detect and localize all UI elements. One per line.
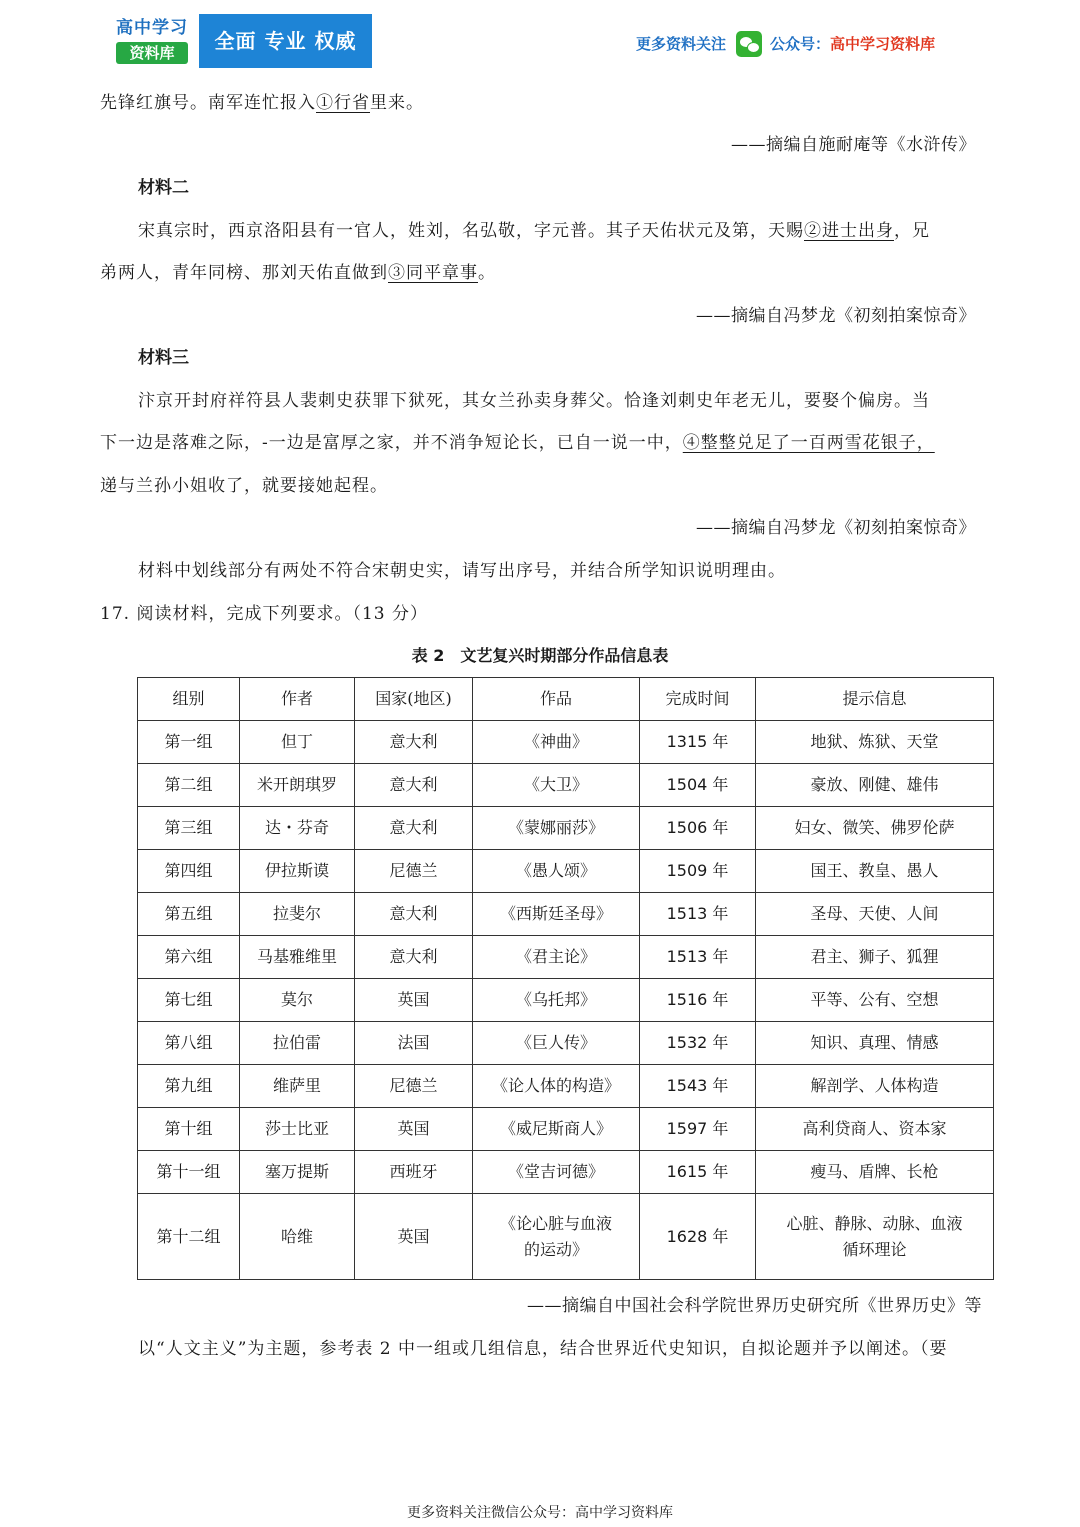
table-cell: 英国	[355, 1194, 473, 1280]
column-header: 国家(地区)	[355, 678, 473, 721]
table-cell: 妇女、微笑、佛罗伦萨	[756, 807, 994, 850]
table-cell: 米开朗琪罗	[240, 764, 355, 807]
column-header: 组别	[138, 678, 240, 721]
header-promo	[636, 30, 935, 58]
table-cell: 1315 年	[640, 721, 756, 764]
logo-top-text: 高中学习	[116, 18, 188, 38]
table-cell: 1504 年	[640, 764, 756, 807]
table-cell: 国王、教皇、愚人	[756, 850, 994, 893]
text-segment: 先锋红旗号。南军连忙报入	[100, 93, 316, 113]
table-cell: 《堂吉诃德》	[473, 1151, 640, 1194]
table-row	[138, 850, 994, 893]
material3-heading: 材料三	[138, 348, 189, 368]
table-cell: 《君主论》	[473, 936, 640, 979]
table-cell: 第十一组	[138, 1151, 240, 1194]
table-cell: 豪放、刚健、雄伟	[756, 764, 994, 807]
table-cell: 高利贷商人、资本家	[756, 1108, 994, 1151]
table-cell: 第三组	[138, 807, 240, 850]
text-segment: 下一边是落难之际，-一边是富厚之家，并不消争短论长，已自一说一中，	[100, 433, 683, 453]
table-cell: 《论人体的构造》	[473, 1065, 640, 1108]
work-title-line: 《论心脏与血液	[499, 1213, 612, 1233]
table-cell: 解剖学、人体构造	[756, 1065, 994, 1108]
column-header: 提示信息	[756, 678, 994, 721]
table-cell: 《神曲》	[473, 721, 640, 764]
table-cell: 1597 年	[640, 1108, 756, 1151]
table-source: ——摘编自中国社会科学院世界历史研究所《世界历史》等	[527, 1296, 982, 1316]
material2-heading: 材料二	[138, 178, 189, 198]
text-segment: 弟两人，青年同榜、那刘天佑直做到	[100, 263, 388, 283]
table-cell: 达・芬奇	[240, 807, 355, 850]
material3-source: ——摘编自冯梦龙《初刻拍案惊奇》	[696, 518, 976, 538]
table-title: 表 2 文艺复兴时期部分作品信息表	[411, 646, 669, 665]
underlined-phrase-3: ③同平章事	[388, 263, 478, 283]
table-cell: 第六组	[138, 936, 240, 979]
logo-bottom-text: 资料库	[116, 42, 188, 64]
material2-source: ——摘编自冯梦龙《初刻拍案惊奇》	[696, 306, 976, 326]
column-header: 作品	[473, 678, 640, 721]
table-cell: 1509 年	[640, 850, 756, 893]
table-cell: 塞万提斯	[240, 1151, 355, 1194]
material2-line2	[100, 259, 496, 287]
table-cell: 1543 年	[640, 1065, 756, 1108]
table-cell: 《西斯廷圣母》	[473, 893, 640, 936]
table-cell: 法国	[355, 1022, 473, 1065]
column-header: 作者	[240, 678, 355, 721]
table-cell: 《巨人传》	[473, 1022, 640, 1065]
text-segment: 。	[478, 263, 496, 283]
table-row	[138, 1194, 994, 1280]
table-cell: 1628 年	[640, 1194, 756, 1280]
table-row	[138, 1065, 994, 1108]
material1-line1	[100, 89, 424, 117]
table-cell: 意大利	[355, 764, 473, 807]
table-cell: 《大卫》	[473, 764, 640, 807]
table-cell: 莫尔	[240, 979, 355, 1022]
table-cell: 平等、公有、空想	[756, 979, 994, 1022]
table-cell	[756, 1194, 994, 1280]
table-cell: 英国	[355, 1108, 473, 1151]
text-segment: 里来。	[370, 93, 424, 113]
table-row	[138, 1108, 994, 1151]
table-cell: 西班牙	[355, 1151, 473, 1194]
table-cell: 《蒙娜丽莎》	[473, 807, 640, 850]
text-segment: ，兄	[894, 221, 930, 241]
table-cell: 意大利	[355, 807, 473, 850]
table-cell: 维萨里	[240, 1065, 355, 1108]
table-cell: 第七组	[138, 979, 240, 1022]
table-cell: 拉斐尔	[240, 893, 355, 936]
table-cell: 莎士比亚	[240, 1108, 355, 1151]
table-cell	[473, 1194, 640, 1280]
hint-line: 循环理论	[842, 1239, 907, 1259]
underlined-phrase-1: ①行省	[316, 93, 370, 113]
table-cell: 《愚人颂》	[473, 850, 640, 893]
underlined-phrase-2: ②进士出身	[804, 221, 894, 241]
question17-stem: 17. 阅读材料，完成下列要求。（13 分）	[100, 604, 428, 624]
table-cell: 第十组	[138, 1108, 240, 1151]
material1-source: ——摘编自施耐庵等《水浒传》	[731, 135, 976, 155]
table-cell: 但丁	[240, 721, 355, 764]
table-cell: 1513 年	[640, 936, 756, 979]
table-cell: 哈维	[240, 1194, 355, 1280]
table-cell: 瘦马、盾牌、长枪	[756, 1151, 994, 1194]
table-cell: 马基雅维里	[240, 936, 355, 979]
underlined-phrase-4: ④整整兑足了一百两雪花银子，	[682, 433, 935, 453]
table-cell: 圣母、天使、人间	[756, 893, 994, 936]
table-cell: 君主、狮子、狐狸	[756, 936, 994, 979]
material3-line1: 汴京开封府祥符县人裴刺史获罪下狱死，其女兰孙卖身葬父。恰逢刘刺史年老无儿，要娶个偏房。当	[138, 391, 930, 411]
table-cell: 第一组	[138, 721, 240, 764]
table-cell: 第八组	[138, 1022, 240, 1065]
table-cell: 第四组	[138, 850, 240, 893]
table-cell: 意大利	[355, 936, 473, 979]
material2-line1	[138, 217, 930, 245]
table-cell: 1532 年	[640, 1022, 756, 1065]
table-cell: 意大利	[355, 721, 473, 764]
material3-line2	[100, 429, 935, 457]
table-row	[138, 1151, 994, 1194]
table-row	[138, 1022, 994, 1065]
table-row	[138, 721, 994, 764]
table-row	[138, 807, 994, 850]
table-cell: 尼德兰	[355, 850, 473, 893]
table-row	[138, 764, 994, 807]
table-cell: 1516 年	[640, 979, 756, 1022]
table-cell: 1615 年	[640, 1151, 756, 1194]
table-cell: 知识、真理、情感	[756, 1022, 994, 1065]
gzh-name: 高中学习资料库	[830, 35, 936, 53]
slogan-banner: 全面 专业 权威	[199, 14, 372, 68]
table-cell: 1513 年	[640, 893, 756, 936]
table-cell: 第五组	[138, 893, 240, 936]
table-row	[138, 979, 994, 1022]
page-header	[0, 0, 1080, 72]
table-cell: 意大利	[355, 893, 473, 936]
table-cell: 第二组	[138, 764, 240, 807]
table-cell: 伊拉斯谟	[240, 850, 355, 893]
question17-prompt: 以“人文主义”为主题，参考表 2 中一组或几组信息，结合世界近代史知识，自拟论题并予以阐述。（要	[138, 1339, 948, 1359]
table-cell: 《乌托邦》	[473, 979, 640, 1022]
wechat-icon	[736, 31, 762, 57]
table-cell: 第九组	[138, 1065, 240, 1108]
table-row	[138, 893, 994, 936]
table-cell: 1506 年	[640, 807, 756, 850]
question16-prompt: 材料中划线部分有两处不符合宋朝史实，请写出序号，并结合所学知识说明理由。	[138, 561, 786, 581]
text-segment: 宋真宗时，西京洛阳县有一官人，姓刘，名弘敬，字元普。其子天佑状元及第，天赐	[138, 221, 804, 241]
table-cell: 拉伯雷	[240, 1022, 355, 1065]
work-title-line: 的运动》	[523, 1239, 588, 1259]
site-logo	[110, 16, 194, 66]
table-cell: 地狱、炼狱、天堂	[756, 721, 994, 764]
table-row	[138, 936, 994, 979]
works-info-table	[137, 677, 994, 1280]
table-cell: 英国	[355, 979, 473, 1022]
more-resources-text: 更多资料关注	[636, 35, 727, 53]
hint-line: 心脏、静脉、动脉、血液	[786, 1213, 963, 1233]
column-header: 完成时间	[640, 678, 756, 721]
table-cell: 《威尼斯商人》	[473, 1108, 640, 1151]
gzh-label: 公众号：	[770, 35, 831, 53]
table-cell: 尼德兰	[355, 1065, 473, 1108]
page-footer: 更多资料关注微信公众号：高中学习资料库	[407, 1505, 673, 1521]
table-header-row	[138, 678, 994, 721]
table-cell: 第十二组	[138, 1194, 240, 1280]
material3-line3: 递与兰孙小姐收了，就要接她起程。	[100, 476, 388, 496]
